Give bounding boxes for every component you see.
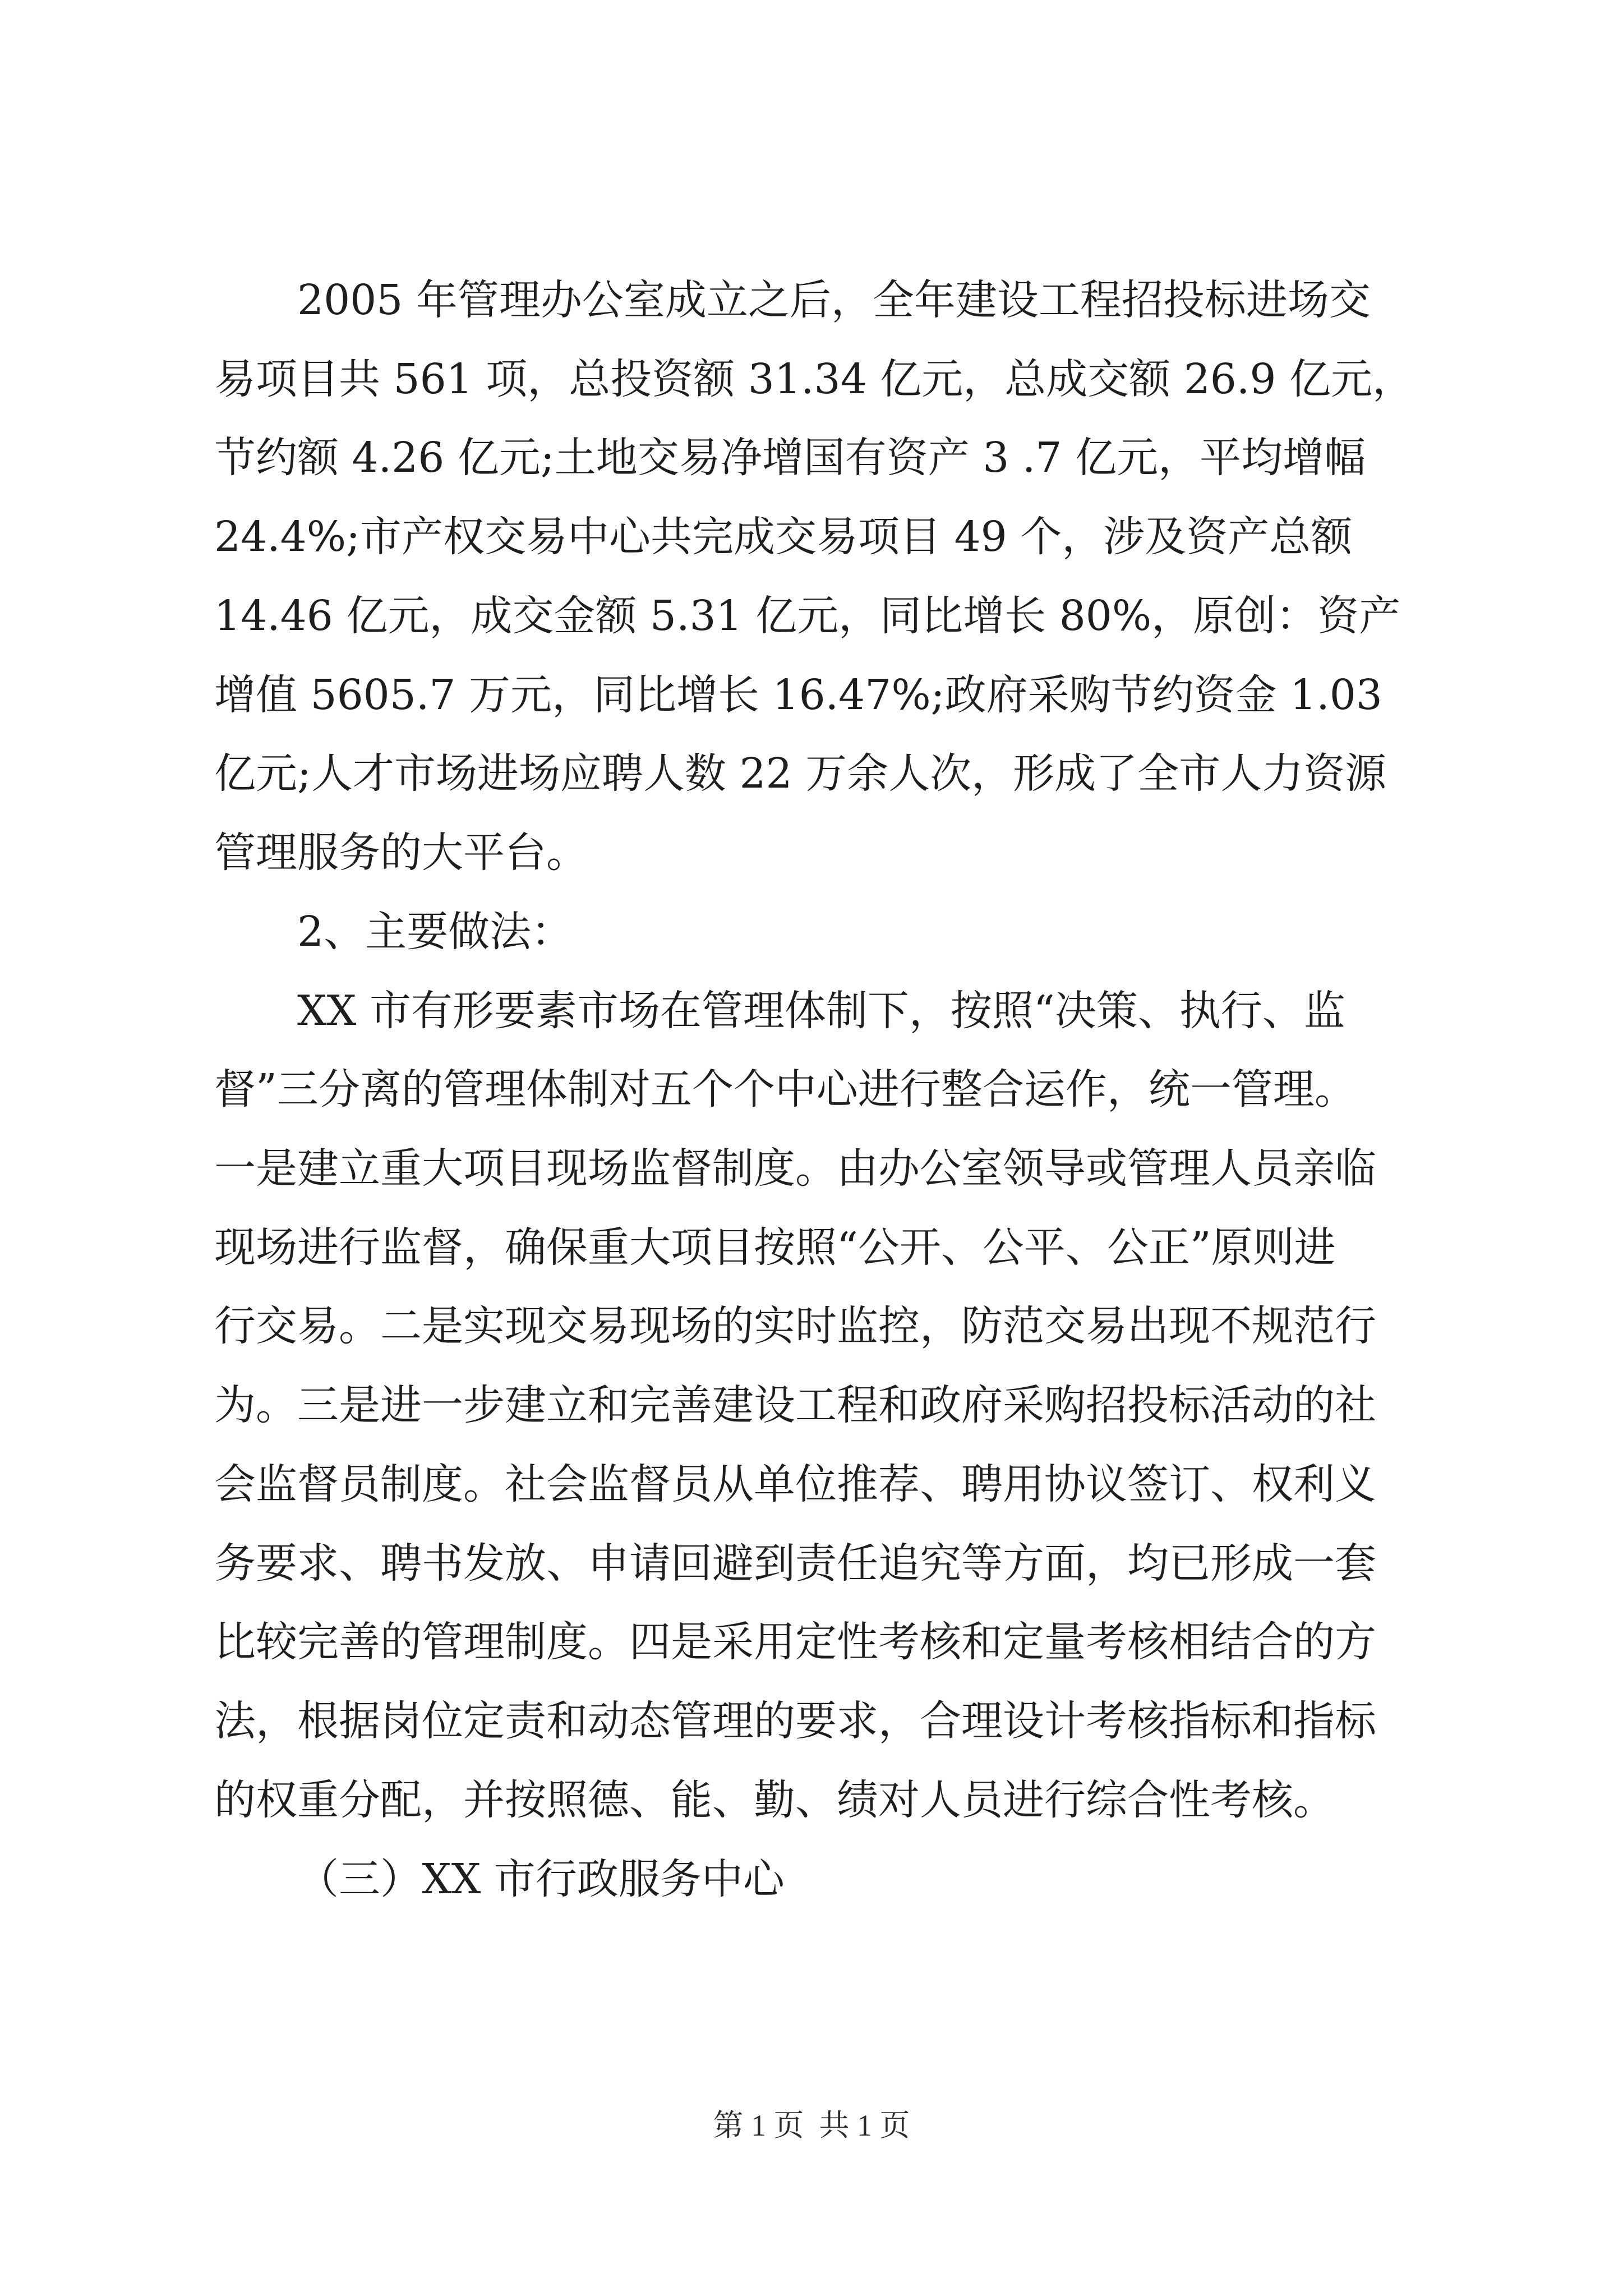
paragraph-line: 为。三是进一步建立和完善建设工程和政府采购招投标活动的社: [214, 1381, 1376, 1429]
paragraph-line: 节约额 4.26 亿元;土地交易净增国有资产 3 .7 亿元，平均增幅: [214, 434, 1366, 482]
paragraph-line: 2005 年管理办公室成立之后，全年建设工程招投标进场交: [297, 276, 1371, 324]
paragraph-line: 亿元;人才市场进场应聘人数 22 万余人次，形成了全市人力资源: [214, 749, 1387, 798]
paragraph-line: XX 市有形要素市场在管理体制下，按照“决策、执行、监: [297, 987, 1345, 1035]
paragraph-line: 务要求、聘书发放、申请回避到责任追究等方面，均已形成一套: [214, 1539, 1376, 1588]
paragraph-line: 管理服务的大平台。: [214, 829, 588, 877]
paragraph-line: 增值 5605.7 万元，同比增长 16.47%;政府采购节约资金 1.03: [214, 671, 1382, 719]
paragraph-line: 的权重分配，并按照德、能、勤、绩对人员进行综合性考核。: [214, 1776, 1335, 1824]
paragraph-line: 法，根据岗位定责和动态管理的要求，合理设计考核指标和指标: [214, 1697, 1376, 1745]
paragraph-line: 会监督员制度。社会监督员从单位推荐、聘用协议签订、权利义: [214, 1460, 1376, 1508]
paragraph-line: 比较完善的管理制度。四是采用定性考核和定量考核相结合的方: [214, 1618, 1376, 1666]
paragraph-line: 14.46 亿元，成交金额 5.31 亿元，同比增长 80%，原创：资产: [214, 592, 1401, 640]
paragraph-line: 24.4%;市产权交易中心共完成交易项目 49 个，涉及资产总额: [214, 513, 1353, 561]
paragraph-line: 易项目共 561 项，总投资额 31.34 亿元，总成交额 26.9 亿元，: [214, 355, 1414, 403]
paragraph-line: 行交易。二是实现交易现场的实时监控，防范交易出现不规范行: [214, 1302, 1376, 1350]
paragraph-line: 一是建立重大项目现场监督制度。由办公室领导或管理人员亲临: [214, 1144, 1376, 1193]
paragraph-line: 现场进行监督，确保重大项目按照“公开、公平、公正”原则进: [214, 1223, 1336, 1272]
page-footer: 第 1 页 共 1 页: [713, 2109, 910, 2142]
section-heading-main-practices: 2、主要做法：: [297, 908, 573, 956]
paragraph-line: 督”三分离的管理体制对五个个中心进行整合运作，统一管理。: [214, 1065, 1356, 1114]
section-heading-admin-service-center: （三）XX 市行政服务中心: [297, 1855, 785, 1903]
